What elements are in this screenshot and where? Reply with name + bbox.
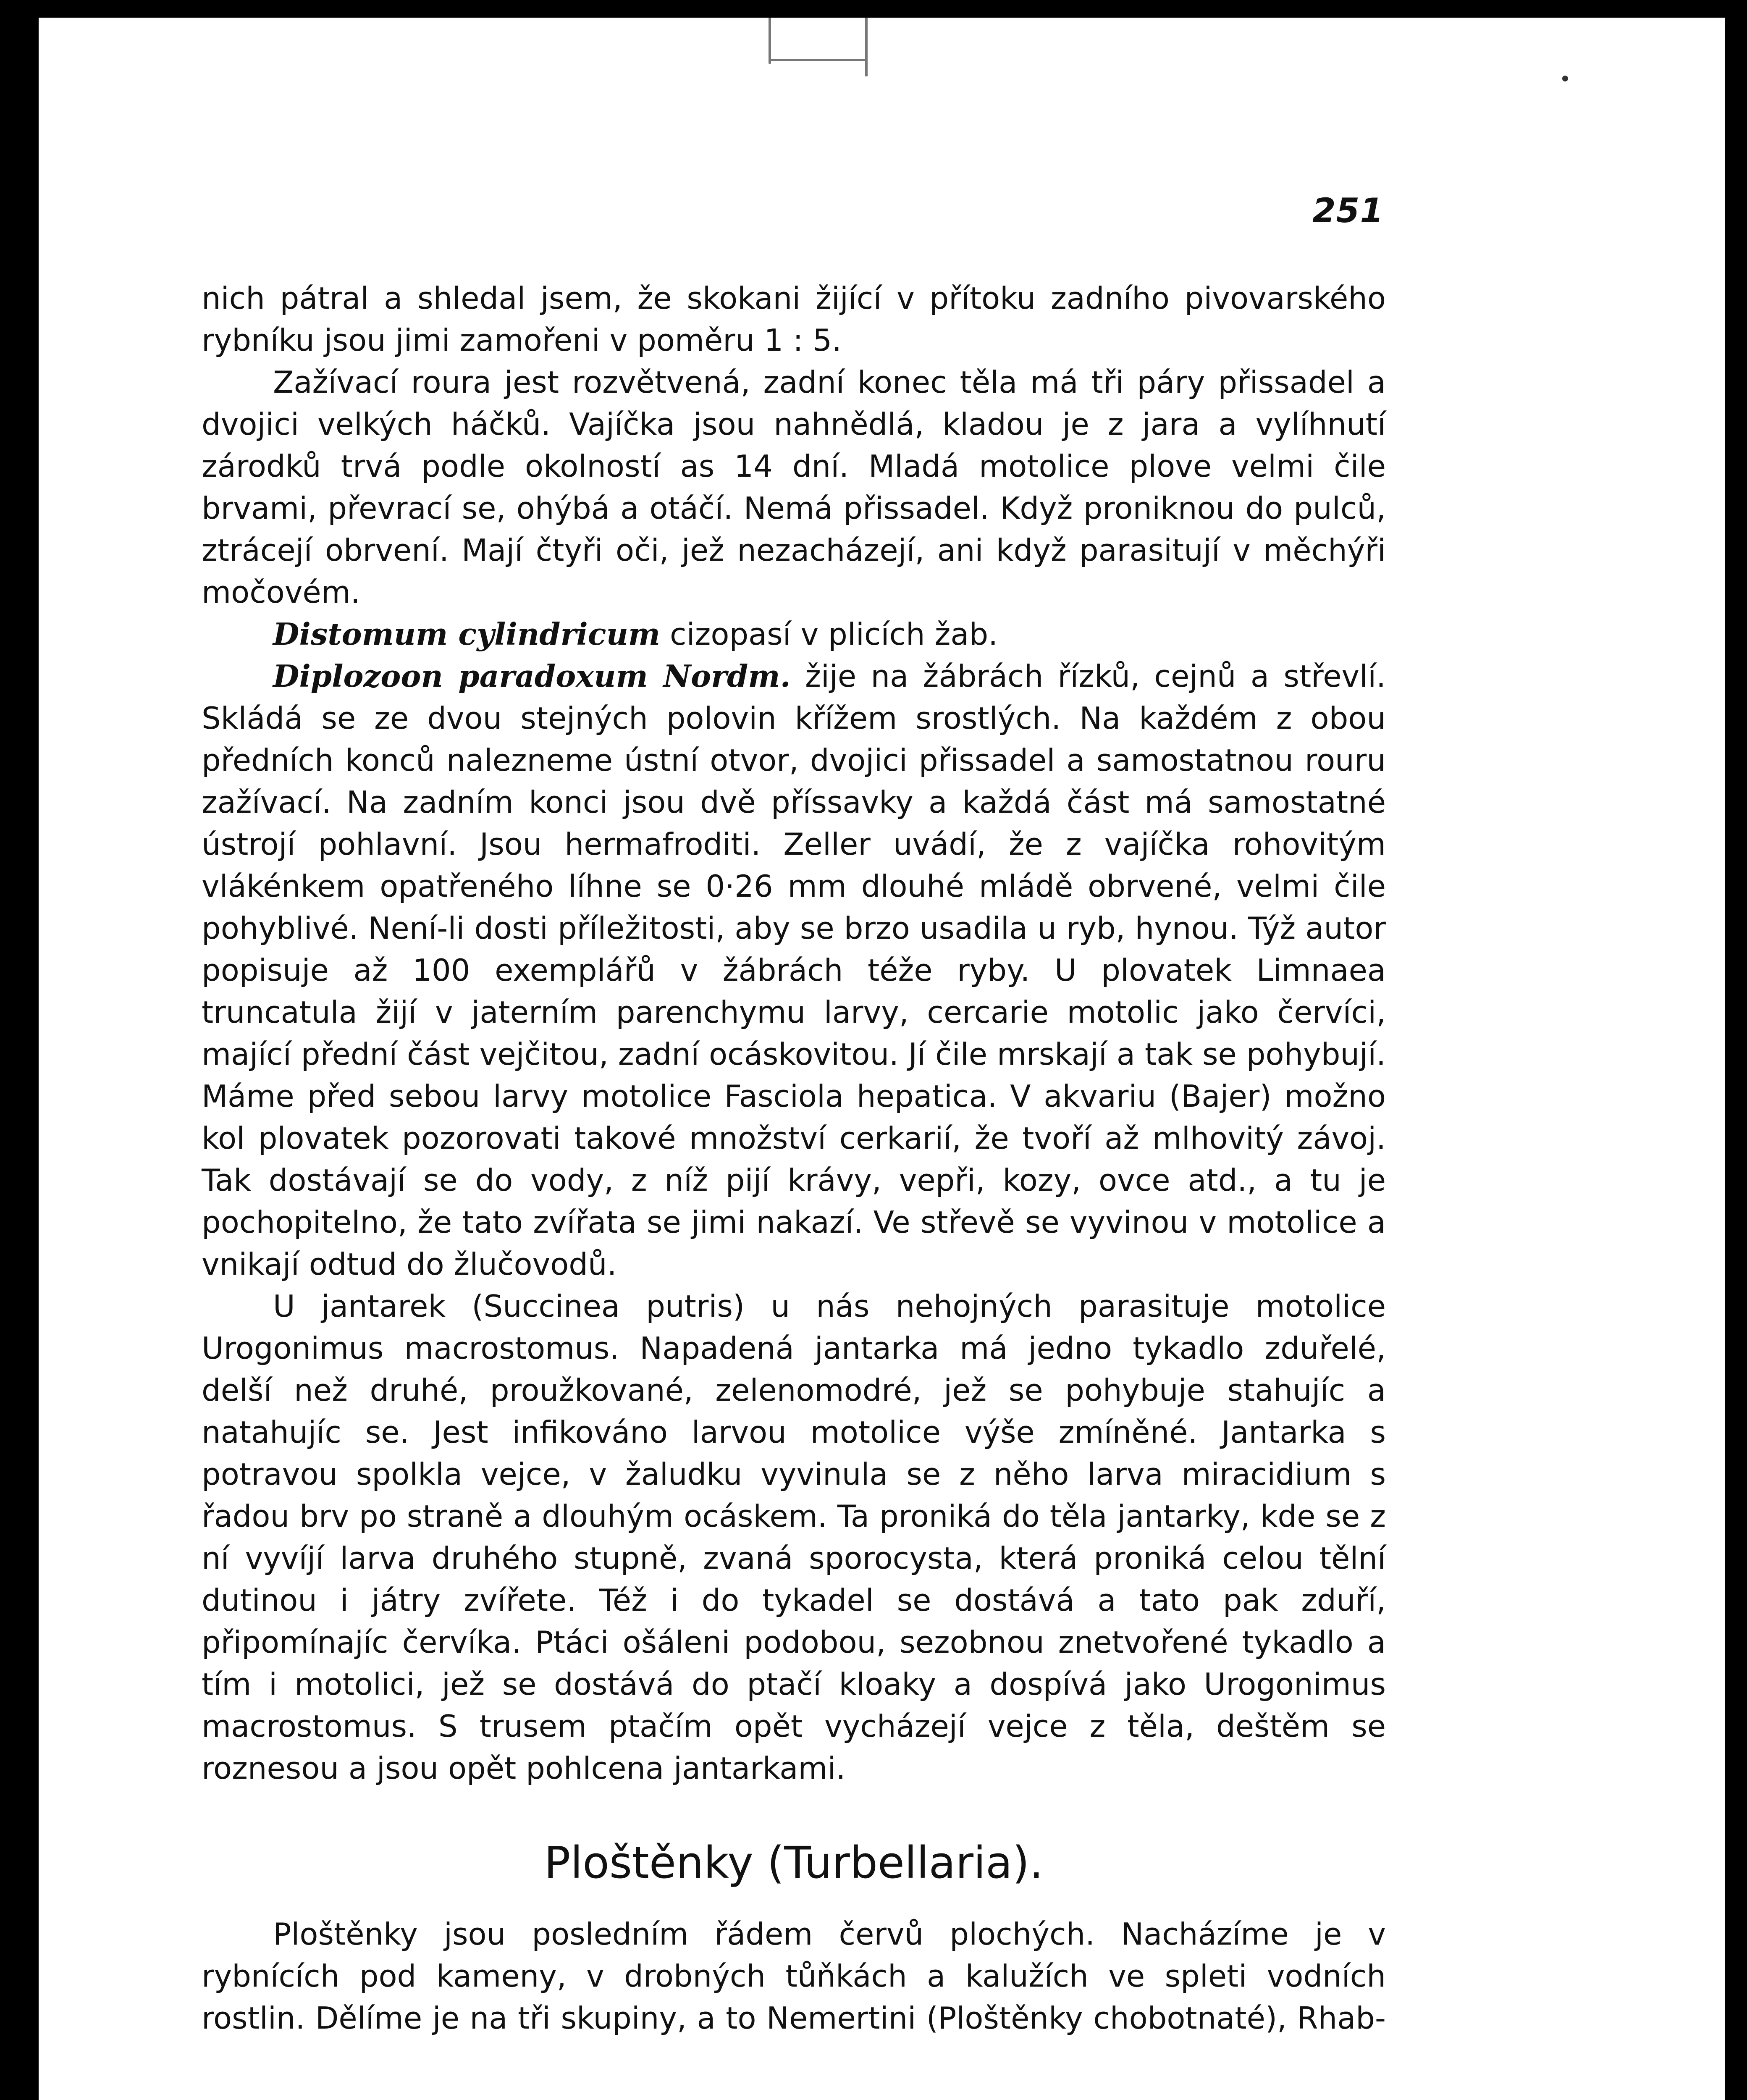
scan-artifact <box>865 18 868 76</box>
paragraph-text: cizopasí v plicích žab. <box>660 617 998 652</box>
scan-artifact <box>769 18 771 64</box>
paragraph: Zažívací roura jest rozvětvená, zadní konec těla má tři páry přissadel a dvojici velkých háčků. Vajíčka jsou nahnědlá, kladou je z jara a vylíhnutí zárodků trvá podle okolností as 14 dní. Mladá motolice plove velmi čile brvami, převrací se, ohýbá a otáčí. Nemá přissadel. Když proniknou do pulců, ztrácejí obrvení. Mají čtyři oči, jež nezacházejí, ani když parasitují v měchýři močovém. <box>202 365 1386 610</box>
paragraph: Ploštěnky jsou posledním řádem červů plochých. Nacházíme je v rybnících pod kameny, v drobných tůňkách a kalužích ve spleti vodních rostlin. Dělíme je na tři skupiny, a to Nemertini (Ploštěnky chobotnaté), Rhab- <box>202 1916 1386 2036</box>
paragraph-text: žije na žábrách řízků, cejnů a střevlí. Skládá se ze dvou stejných polovin křížem srostlých. Na každém z obou předních konců nalezneme ústní otvor, dvojici přissadel a samostatnou rouru zažívací. Na zadním konci jsou dvě příssavky a každá část má samostatné ústrojí pohlavní. Jsou hermafroditi. Zeller uvádí, že z vajíčka rohovitým vlákénkem opatřeného líhne se 0·26 mm dlouhé mládě obrvené, velmi čile pohyblivé. Není-li dosti příležitosti, aby se brzo usadila u ryb, hynou. Týž autor popisuje až 100 exemplářů v žábrách téže ryby. U plovatek Limnaea truncatula žijí v jaterním parenchymu larvy, cercarie motolic jako červíci, mající přední část vejčitou, zadní ocáskovitou. Jí čile mrskají a tak se pohybují. Máme před sebou larvy motolice Fasciola hepatica. V akvariu (Bajer) možno kol plovatek pozorovati takové množství cerkarií, že tvoří až mlhovitý závoj. Tak dostávají se do vody, z níž pijí krávy, vepři, kozy, ovce atd., a tu je pochopitelno, že tato zvířata se jimi nakazí. Ve střevě se vyvinou v motolice a vnikají odtud do žlučovodů. <box>202 659 1386 1282</box>
species-name: Diplozoon paradoxum Nordm. <box>273 658 791 694</box>
body-text <box>202 277 1386 1789</box>
paragraph <box>202 613 1386 655</box>
scan-border-top <box>0 0 1747 18</box>
scan-artifact <box>769 59 868 61</box>
paragraph: U jantarek (Succinea putris) u nás nehojných parasituje motolice Urogonimus macrostomus. Napadená jantarka má jedno tykadlo zduřelé, delší než druhé, proužkované, zelenomodré, jež se pohybuje stahujíc a natahujíc se. Jest infikováno larvou motolice výše zmíněné. Jantarka s potravou spolkla vejce, v žaludku vyvinula se z něho larva miracidium s řadou brv po straně a dlouhým ocáskem. Ta proniká do těla jantarky, kde se z ní vyvíjí larva druhého stupně, zvaná sporocysta, která proniká celou tělní dutinou i játry zvířete. Též i do tykadel se dostává a tato pak zduří, připomínajíc červíka. Ptáci ošáleni podobou, sezobnou znetvořené tykadlo a tím i motolici, jež se dostává do ptačí kloaky a dospívá jako Urogonimus macrostomus. S trusem ptačím opět vycházejí vejce z těla, deštěm se roznesou a jsou opět pohlcena jantarkami. <box>202 1289 1386 1786</box>
scan-border-left-line <box>34 42 38 2100</box>
species-name: Distomum cylindricum <box>273 616 661 652</box>
section-heading: Ploštěnky (Turbellaria). <box>544 1837 1044 1888</box>
body-text-section <box>202 1913 1386 2039</box>
scan-border-left <box>0 0 39 2100</box>
paragraph: nich pátral a shledal jsem, že skokani žijící v přítoku zadního pivovarského rybníku jsou jimi zamořeni v poměru 1 : 5. <box>202 281 1386 358</box>
paragraph <box>202 655 1386 1285</box>
page-number: 251 <box>1312 191 1384 230</box>
scan-border-right <box>1725 0 1747 2100</box>
scan-artifact <box>1562 76 1568 81</box>
